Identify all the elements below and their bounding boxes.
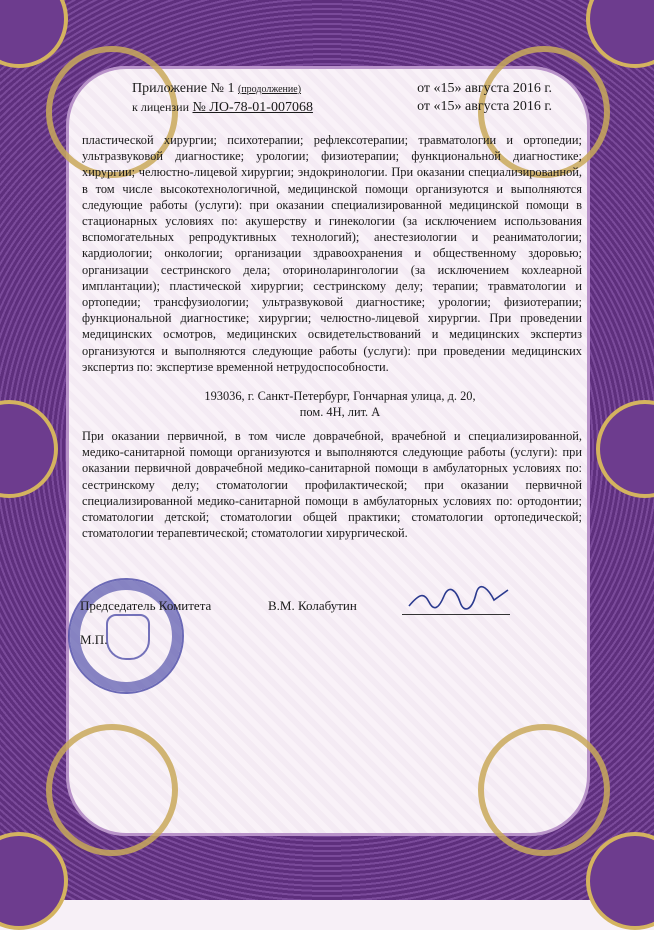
signatory-name: В.М. Колабутин	[268, 598, 357, 613]
address-block	[160, 388, 520, 420]
corner-ornament	[586, 832, 654, 930]
side-ornament	[596, 400, 654, 498]
corner-ornament	[586, 0, 654, 68]
page-corner-decoration	[478, 724, 610, 856]
appendix-title: Приложение № 1	[132, 81, 235, 96]
license-number: № ЛО-78-01-007068	[192, 100, 313, 115]
corner-ornament	[0, 832, 68, 930]
page-corner-decoration	[46, 724, 178, 856]
services-paragraph-2: При оказании первичной, в том числе доврачебной, врачебной и специализированной, медико-санитарной помощи организуются и выполняются следующие работы (услуги): при оказании первичной доврачебной медико-санитарной помощи в амбулаторных условиях по: сестринскому делу; стоматологии профилактической; при оказании первичной специализированной медико-санитарной помощи в амбулаторных условиях по: ортодонтии; стоматологии детской; стоматологии общей практики; стоматологии ортопедической; стоматологии терапевтической; стоматологии хирургической.	[82, 429, 582, 541]
side-ornament	[0, 400, 58, 498]
appendix-note: (продолжение)	[238, 84, 302, 95]
license-label: к лицензии	[132, 100, 189, 114]
address-line-2: пом. 4Н, лит. А	[299, 405, 381, 419]
handwritten-signature	[404, 584, 514, 614]
signatory-title: Председатель Комитета	[80, 598, 212, 613]
signature-line	[402, 614, 510, 615]
license-date: от «15» августа 2016 г.	[417, 99, 552, 114]
services-paragraph-1: пластической хирургии; психотерапии; рефлексотерапии; травматологии и ортопедии; ультразвуковой диагностике; урологии; физиотерапии; функциональной диагностике; хирургии; челюстно-лицевой хирургии; эндокринологии. При оказании специализированной, в том числе высокотехнологичной, медицинской помощи организуются и выполняются следующие работы (услуги): при оказании специализированной медицинской помощи в стационарных условиях по: акушерству и гинекологии (за исключением использования вспомогательных репродуктивных технологий); анестезиологии и реаниматологии; кардиологии; онкологии; организации здравоохранения и общественному здоровью; организации сестринского дела; оториноларингологии (за исключением кохлеарной имплантации); пластической хирургии; сестринскому делу; терапии; травматологии и ортопедии; трансфузиологии; ультразвуковой диагностике; урологии; физиотерапии; функциональной диагностике; хирургии; челюстно-лицевой хирургии. При проведении медицинских осмотров, медицинских освидетельствований и медицинских экспертиз организуются и выполняются следующие работы (услуги): при проведении медицинских экспертиз по: экспертизе временной нетрудоспособности.	[82, 133, 582, 374]
document-header	[132, 80, 552, 116]
stamp-place-label: М.П.	[80, 632, 108, 647]
coat-of-arms-emblem	[106, 614, 150, 660]
corner-ornament	[0, 0, 68, 68]
appendix-date: от «15» августа 2016 г.	[417, 81, 552, 96]
address-line-1: 193036, г. Санкт-Петербург, Гончарная улица, д. 20,	[204, 389, 476, 403]
